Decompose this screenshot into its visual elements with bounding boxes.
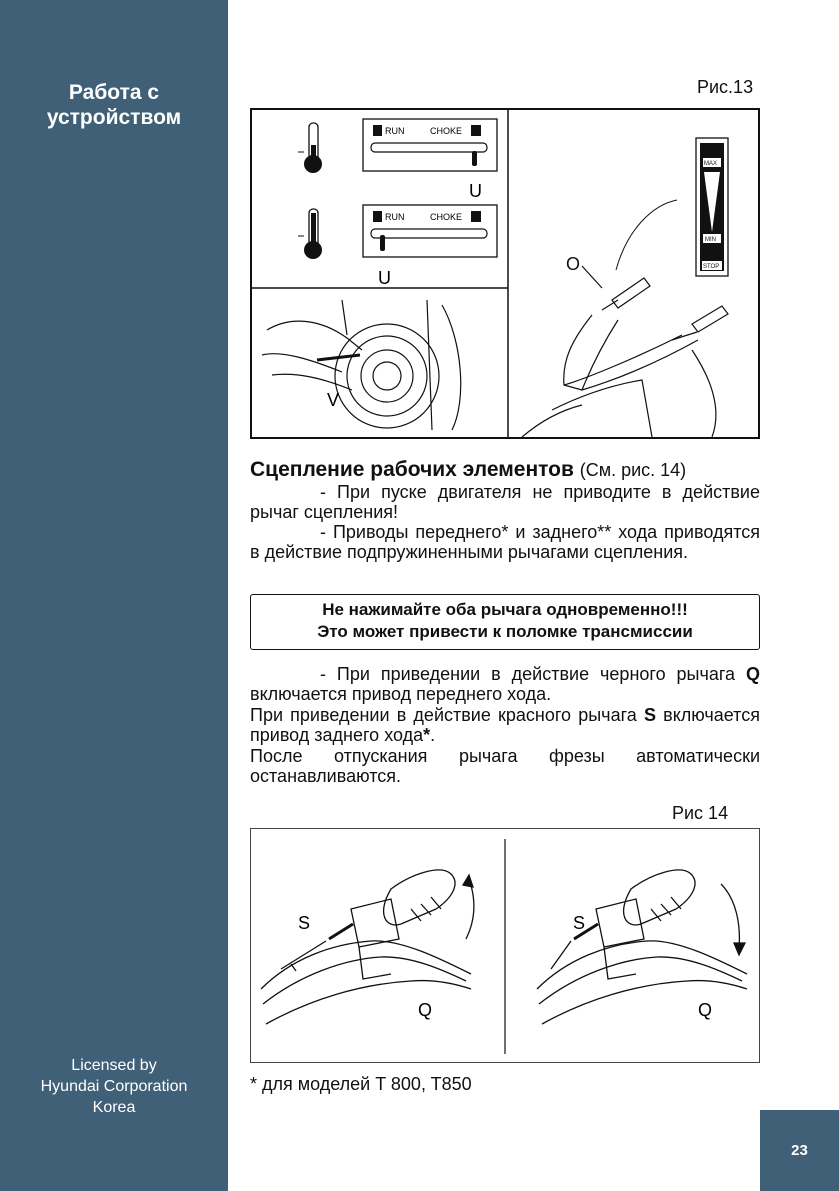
choke-panel-top [363, 119, 497, 171]
run-label-2: RUN [385, 212, 405, 222]
warning-line2: Это может привести к поломке трансмиссии [317, 622, 693, 641]
label-s-left: S [298, 913, 311, 933]
paragraph-4-rest: включается привод заднего хода [250, 705, 760, 745]
paragraph-4-star: * [423, 725, 431, 745]
paragraph-4-text: При приведении в действие красного рычага [250, 705, 637, 725]
warning-line1: Не нажимайте оба рычага одновременно!!! [322, 600, 688, 619]
handlebar-illustration [522, 254, 728, 437]
paragraph-3 [250, 664, 760, 704]
throttle-min-label: MIN [705, 237, 716, 243]
license-line2: Hyundai Corporation [40, 1078, 188, 1095]
paragraph-5-text: После отпускания рычага фрезы автоматически останавливаются. [250, 746, 760, 786]
label-o: O [566, 254, 581, 274]
footnote: * для моделей T 800, T850 [250, 1074, 472, 1094]
label-u-top: U [469, 181, 482, 201]
lever-illustration-left [261, 870, 474, 1024]
throttle-stop-label: STOP [703, 264, 720, 270]
figure-13-label: Рис.13 [697, 77, 754, 97]
section-title-line1: Работа с [68, 81, 160, 104]
throttle-max-label: MAX [704, 161, 718, 167]
paragraph-3-text: - При приведении в действие черного рычага [320, 664, 736, 684]
figure-14 [250, 828, 760, 1063]
choke-label: CHOKE [430, 126, 463, 136]
section-heading-text: Сцепление рабочих элементов [250, 458, 574, 481]
paragraph-1-text: - При пуске двигателя не приводите в действие рычаг сцепления! [250, 482, 760, 522]
paragraph-3-rest: включается привод переднего хода. [250, 684, 552, 704]
paragraph-1 [250, 482, 760, 522]
thermometer-hot-icon [298, 123, 322, 173]
thermometer-cold-icon [298, 209, 322, 259]
choke-label-2: CHOKE [430, 212, 463, 222]
page-number-text: 23 [791, 1142, 808, 1159]
section-heading [250, 458, 770, 482]
figure-14-illustration [251, 829, 758, 1061]
section-title-line2: устройством [46, 106, 182, 129]
label-q-left: Q [418, 1000, 433, 1020]
paragraph-5 [250, 746, 760, 786]
paragraph-2 [250, 522, 760, 562]
paragraph-2-text: - Приводы переднего* и заднего** хода приводятся в действие подпружиненными рычагами сцепления. [250, 522, 760, 562]
paragraph-4-end: . [430, 725, 436, 745]
label-u-bottom: U [378, 268, 391, 288]
paragraph-4 [250, 705, 760, 745]
throttle-gauge [696, 138, 728, 276]
figure-14-label: Рис 14 [672, 803, 729, 823]
license-line3: Korea [92, 1099, 136, 1116]
page-number [760, 1110, 839, 1191]
figure-13 [250, 108, 760, 439]
lever-illustration-right [537, 870, 747, 1024]
label-v: V [327, 390, 340, 410]
section-title [0, 80, 228, 130]
license-line1: Licensed by [71, 1057, 157, 1074]
lever-s-label: S [643, 705, 656, 725]
lever-q-label: Q [745, 664, 760, 684]
run-label: RUN [385, 126, 405, 136]
label-s-right: S [573, 913, 586, 933]
recoil-starter-illustration [262, 300, 461, 430]
warning-box [250, 594, 760, 650]
section-heading-ref: (См. рис. 14) [579, 460, 687, 480]
choke-panel-bottom [363, 205, 497, 257]
license-note [0, 1055, 228, 1118]
label-q-right: Q [698, 1000, 713, 1020]
sidebar [0, 0, 228, 1191]
figure-13-illustration [252, 110, 758, 437]
